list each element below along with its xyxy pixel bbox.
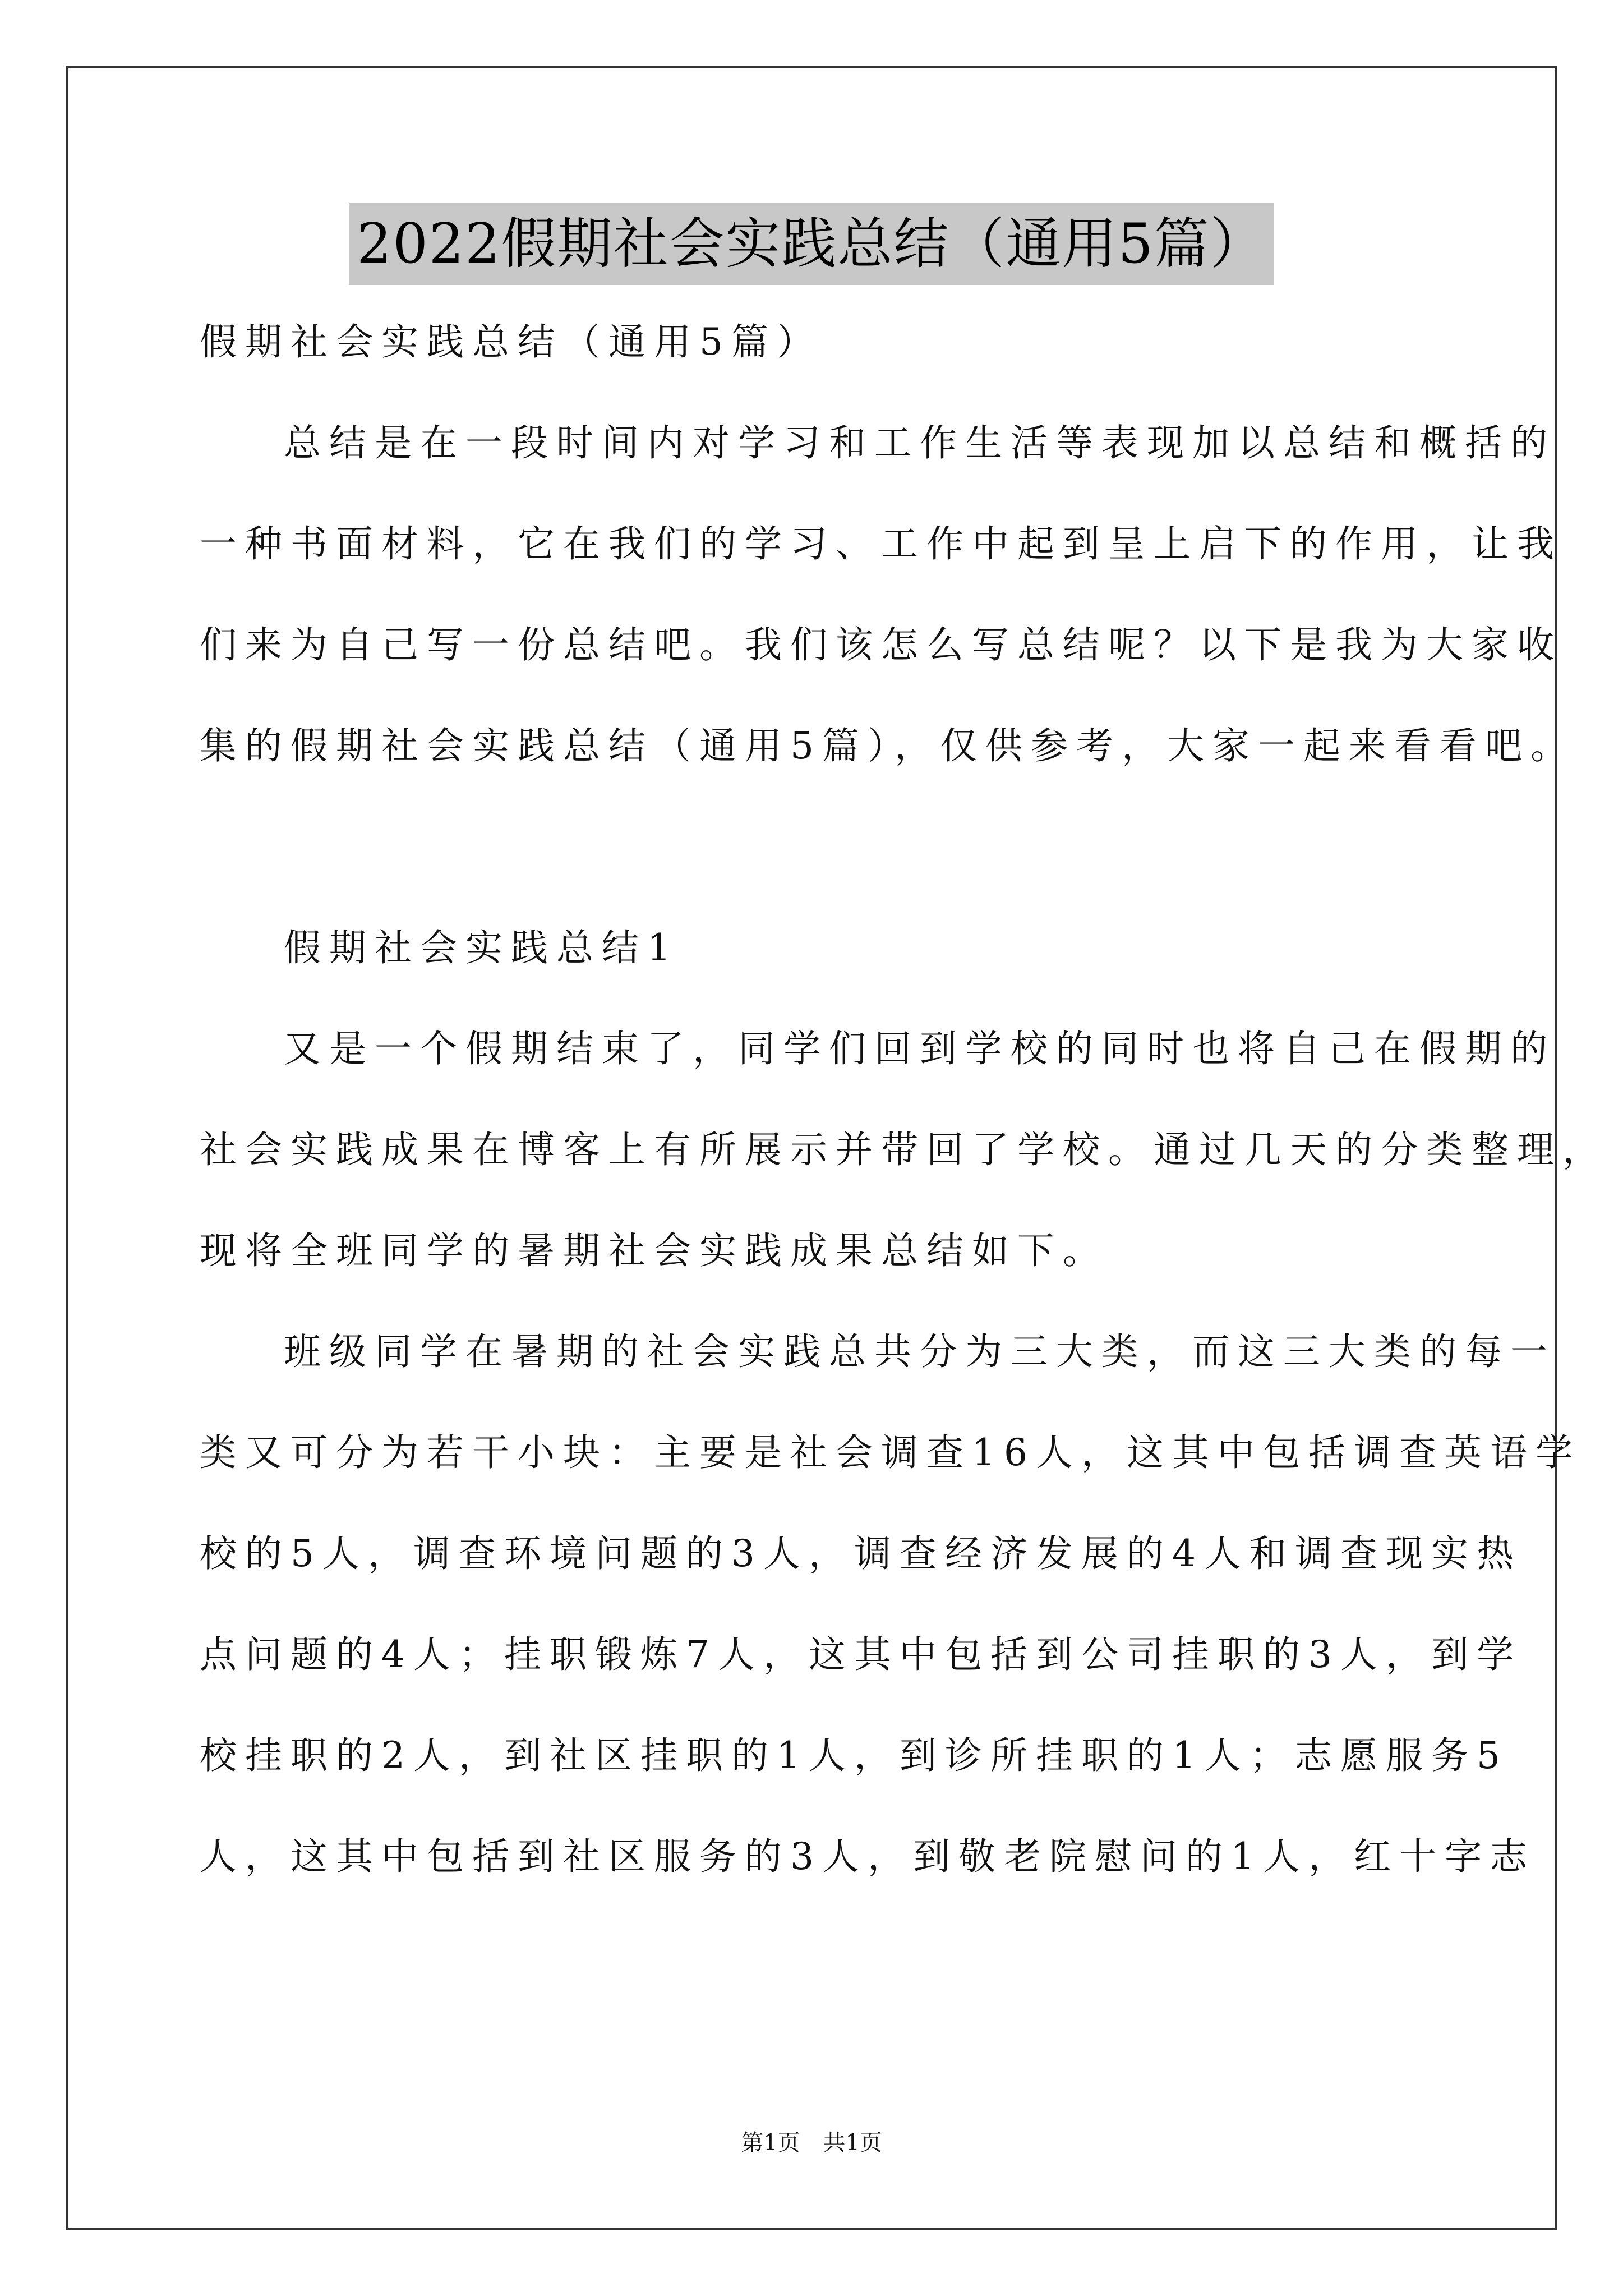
section-heading: 假期社会实践总结1 [284, 926, 679, 969]
page-total: 共1页 [823, 2130, 882, 2156]
paragraph-line: 集的假期社会实践总结（通用5篇），仅供参考，大家一起来看看吧。 [200, 724, 1576, 767]
paragraph-line: 总结是在一段时间内对学习和工作生活等表现加以总结和概括的 [284, 421, 1556, 464]
page-number: 第1页 [741, 2130, 800, 2156]
paragraph-line: 类又可分为若干小块：主要是社会调查16人，这其中包括调查英语学 [200, 1431, 1581, 1474]
paragraph-line: 校挂职的2人，到社区挂职的1人，到诊所挂职的1人；志愿服务5 [200, 1734, 1509, 1777]
subtitle-line: 假期社会实践总结（通用5篇） [200, 320, 822, 364]
paragraph-line: 校的5人，调查环境问题的3人，调查经济发展的4人和调查现实热 [200, 1532, 1522, 1575]
paragraph-line: 现将全班同学的暑期社会实践成果总结如下。 [200, 1229, 1108, 1272]
paragraph-line: 点问题的4人；挂职锻炼7人，这其中包括到公司挂职的3人，到学 [200, 1633, 1522, 1676]
paragraph-line: 们来为自己写一份总结吧。我们该怎么写总结呢？以下是我为大家收 [200, 623, 1562, 666]
document-title: 2022假期社会实践总结（通用5篇） [349, 203, 1274, 285]
paragraph-line: 社会实践成果在博客上有所展示并带回了学校。通过几天的分类整理， [200, 1128, 1608, 1171]
paragraph-line: 一种书面材料，它在我们的学习、工作中起到呈上启下的作用，让我 [200, 522, 1562, 565]
paragraph-line: 班级同学在暑期的社会实践总共分为三大类，而这三大类的每一 [284, 1330, 1556, 1373]
paragraph-line: 又是一个假期结束了，同学们回到学校的同时也将自己在假期的 [284, 1027, 1556, 1070]
paragraph-line: 人，这其中包括到社区服务的3人，到敬老院慰问的1人，红十字志 [200, 1835, 1536, 1878]
title-container [0, 203, 1623, 285]
page-footer [0, 2126, 1623, 2160]
